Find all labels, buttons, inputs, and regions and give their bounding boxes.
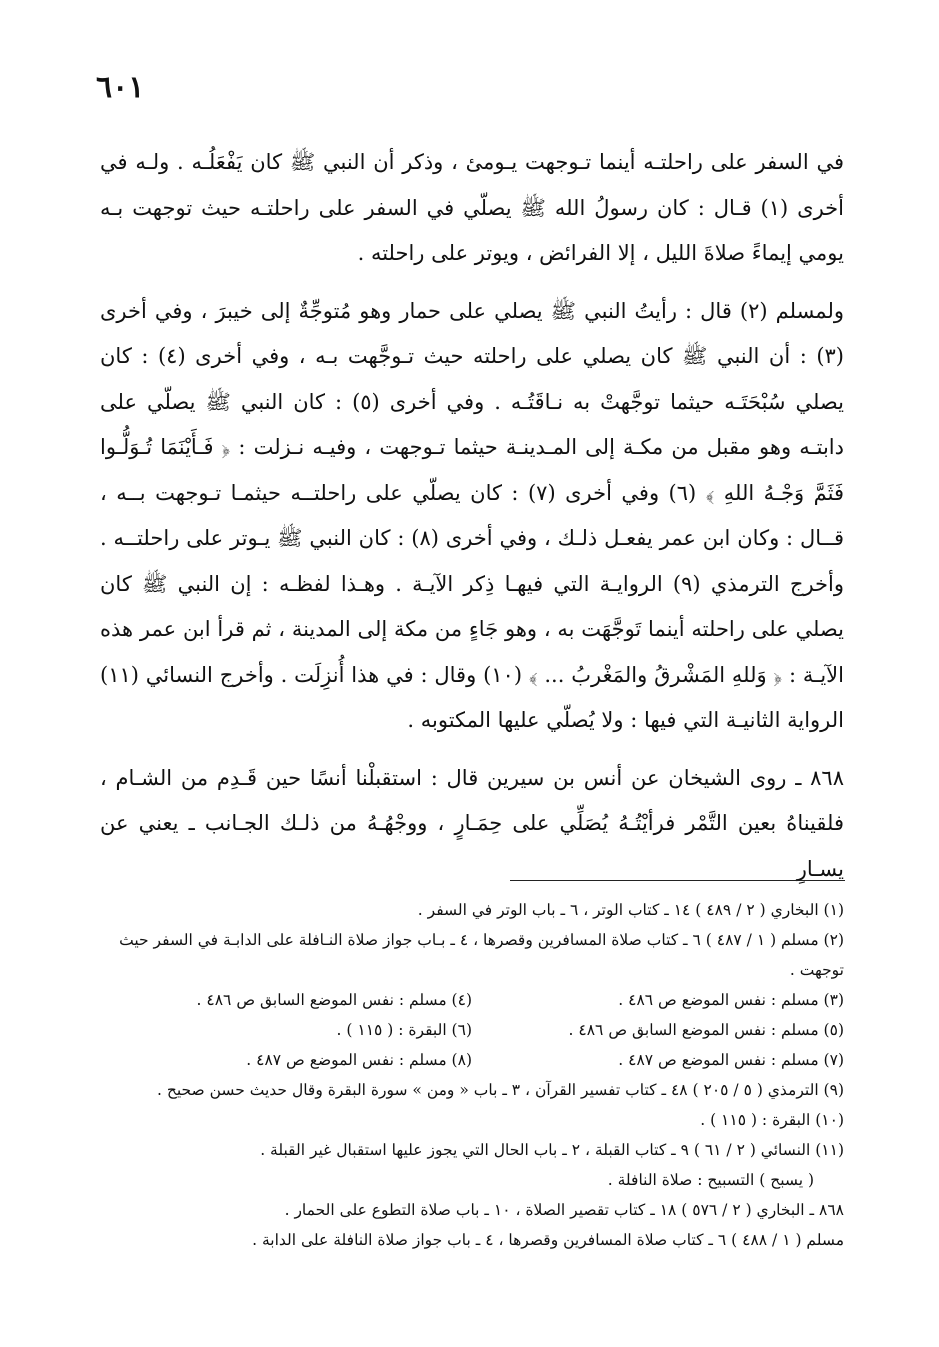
footnote-868-bukhari: ٨٦٨ ـ البخاري ( ٢ / ٥٧٦ ) ١٨ ـ كتاب تقصير الصلاة ، ١٠ ـ باب صلاة التطوع على الحمار . bbox=[284, 1201, 844, 1219]
footnote-7: (٧) مسلم : نفس الموضع ص ٤٨٧ . bbox=[618, 1051, 844, 1069]
footnote-11: (١١) النسائي ( ٢ / ٦١ ) ٩ ـ كتاب القبلة ، ٢ ـ باب الحال التي يجوز عليها استقبال غير القبلة . bbox=[260, 1141, 844, 1159]
footnote-5: (٥) مسلم : نفس الموضع السابق ص ٤٨٦ . bbox=[568, 1021, 844, 1039]
main-text bbox=[100, 140, 844, 892]
footnote-note: ( يسبح ) التسبيح : صلاة النافلة . bbox=[607, 1171, 814, 1189]
footnote-8: (٨) مسلم : نفس الموضع ص ٤٨٧ . bbox=[246, 1051, 472, 1069]
page-number: ٦٠١ bbox=[96, 70, 145, 105]
footnote-3: (٣) مسلم : نفس الموضع ص ٤٨٦ . bbox=[618, 991, 844, 1009]
footnote-2: (٢) مسلم ( ١ / ٤٨٧ ) ٦ ـ كتاب صلاة المسافرين وقصرها ، ٤ ـ بـاب جواز صلاة النـافلة على الدابـة في السفر حيث توجهت . bbox=[119, 931, 844, 979]
paragraph-1: في السفر على راحلتـه أينما تـوجهت يـومئ ، وذكر أن النبي ﷺ كان يَفْعَلُـه . ولـه في أخرى (١) قـال : كان رسولُ الله ﷺ يصلّي في السفر على راحلتـه حيث توجهت بـه يومي إيماءً صلاةَ الليل ، إلا الفرائض ، ويوتر على راحلته . bbox=[100, 150, 844, 265]
footnote-4: (٤) مسلم : نفس الموضع السابق ص ٤٨٦ . bbox=[196, 991, 472, 1009]
footnote-separator bbox=[510, 880, 845, 881]
footnote-row-5-6 bbox=[100, 1015, 844, 1045]
footnote-1: (١) البخاري ( ٢ / ٤٨٩ ) ١٤ ـ كتاب الوتر ، ٦ ـ باب الوتر في السفر . bbox=[417, 901, 844, 919]
footnote-868-muslim: مسلم ( ١ / ٤٨٨ ) ٦ ـ كتاب صلاة المسافرين وقصرها ، ٤ ـ باب جواز صلاة النافلة على الدابة . bbox=[252, 1231, 844, 1249]
footnote-10: (١٠) البقرة : ( ١١٥ ) . bbox=[700, 1111, 844, 1129]
footnote-row-3-4 bbox=[100, 985, 844, 1015]
paragraph-868: ٨٦٨ ـ روى الشيخان عن أنس بن سيرين قال : استقبلْنا أنسًا حين قَـدِم من الشـام ، فلقيناهُ بعين التَّمْر فرأيْتُـهُ يُصَلِّي على حِمَـارٍ ، ووجْهُـهُ من ذلـك الجـانب ـ يعني عن يسـارِ bbox=[100, 765, 844, 881]
paragraph-2: ولمسلم (٢) قال : رأيتُ النبي ﷺ يصلي على حمار وهو مُتوجِّةٌ إلى خيبرَ ، وفي أخرى (٣) : أن النبي ﷺ كان يصلي على راحلته حيث تـوجَّهت بـه ، وفي أخرى (٤) : كان يصلي سُبْحَتَـه حيثما توجَّهتْ به نـاقَتُـه . وفي أخرى (٥) : كان النبي ﷺ يصلّي على دابتـه وهو مقبل من مكـة إلى المـدينـة حيثما تـوجهت ، وفيـه نـزلت : ﴿ فَـأَيْنَمَا تُـوَلُّـوا فَثَمَّ وَجْـهُ اللهِ ﴾ (٦) وفي أخرى (٧) : كان يصلّي على راحلتــه حيثمـا تـوجهت بــه ، قــال : وكان ابن عمر يفعـل ذلـك ، وفي أخرى (٨) : كان النبي ﷺ يـوتر على راحلتــه . وأخرج الترمذي (٩) الروايـة التي فيهـا ذِكر الآيـة . وهـذا لفظـه : إن النبي ﷺ كان يصلي على راحلته أينما تَوجَّهَت به ، وهو جَاءٍ من مكة إلى المدينة ، ثم قرأ ابن عمر هذه الآيـة : ﴿ وَللهِ المَشْرقُ والمَغْربُ ... ﴾ (١٠) وقال : في هذا أُنزِلَت . وأخرج النسائي (١١) الرواية الثانيـة التي فيها : ولا يُصلّي عليها المكتوبه . bbox=[100, 298, 844, 732]
footnote-row-7-8 bbox=[100, 1045, 844, 1075]
footnote-6: (٦) البقرة : ( ١١٥ ) . bbox=[336, 1021, 472, 1039]
footnotes bbox=[100, 895, 844, 1255]
footnote-9: (٩) الترمذي ( ٥ / ٢٠٥ ) ٤٨ ـ كتاب تفسير القرآن ، ٣ ـ باب « ومن » سورة البقرة وقال حديث حسن صحيح . bbox=[157, 1081, 844, 1099]
